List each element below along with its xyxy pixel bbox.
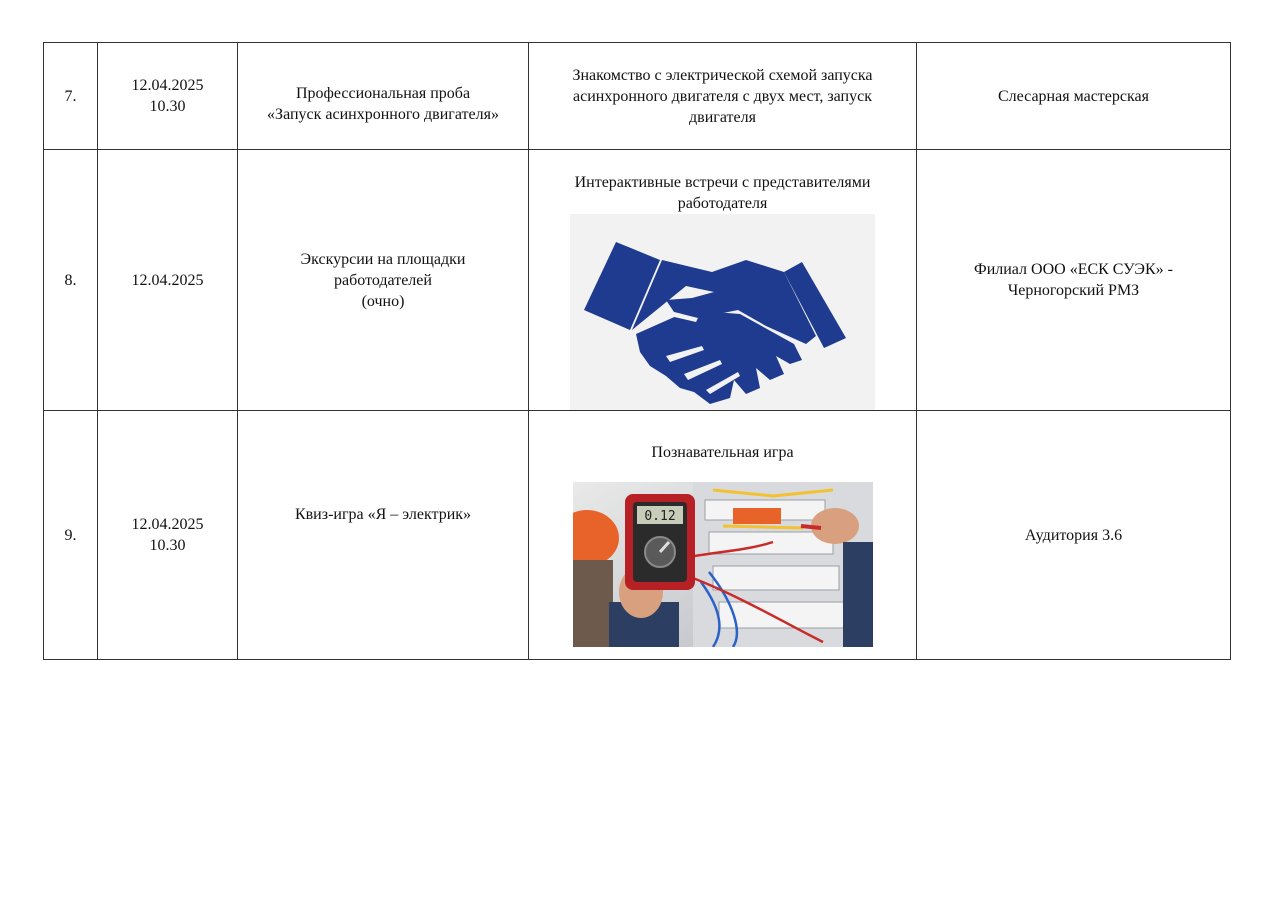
description-line: Знакомство с электрической схемой запуска (572, 66, 873, 84)
place-line: Черногорский РМЗ (1007, 282, 1140, 299)
event-time: 10.30 (149, 537, 186, 554)
electrician-photo (573, 482, 873, 647)
place-line: Филиал ООО «ЕСК СУЭК» - (974, 261, 1173, 278)
description-cell (529, 150, 917, 411)
event-title-line: Экскурсии на площадки (300, 250, 466, 268)
row-number-cell (44, 411, 98, 660)
description-line: Интерактивные встречи с представителями (574, 174, 871, 191)
row-number: 9. (64, 526, 77, 544)
event-date: 12.04.2025 (131, 271, 204, 289)
place-cell (917, 411, 1231, 660)
row-number-cell (44, 43, 98, 150)
place-cell (917, 150, 1231, 411)
event-cell (238, 411, 529, 660)
date-cell (98, 411, 238, 660)
event-title-line: (очно) (361, 292, 405, 310)
table-row (44, 43, 1231, 150)
description-cell (529, 411, 917, 660)
description-line: Познавательная игра (651, 444, 794, 461)
place-cell (917, 43, 1231, 150)
description-cell (529, 43, 917, 150)
description-line: асинхронного двигателя с двух мест, запуск (573, 87, 872, 105)
event-cell (238, 150, 529, 411)
place-line: Слесарная мастерская (998, 87, 1149, 105)
row-number: 7. (64, 87, 77, 105)
multimeter-reading: 0.12 (643, 509, 676, 524)
description-text (537, 423, 908, 463)
schedule-table (43, 42, 1231, 660)
date-cell (98, 150, 238, 411)
event-date: 12.04.2025 (131, 516, 204, 533)
event-title-line: «Запуск асинхронного двигателя» (267, 106, 499, 123)
table-row (44, 150, 1231, 411)
row-number-cell (44, 150, 98, 411)
description-text (537, 150, 908, 214)
event-title-line: Квиз-игра «Я – электрик» (294, 505, 472, 523)
description-line: работодателя (677, 195, 768, 212)
description-line: двигателя (689, 108, 756, 126)
event-title-line: Профессиональная проба (295, 85, 471, 102)
event-time: 10.30 (149, 98, 186, 115)
handshake-icon (570, 214, 875, 410)
event-cell (238, 43, 529, 150)
place-line: Аудитория 3.6 (1024, 526, 1123, 544)
event-date: 12.04.2025 (131, 77, 204, 94)
event-title-line: работодателей (334, 271, 432, 289)
date-cell (98, 43, 238, 150)
table-row (44, 411, 1231, 660)
row-number: 8. (64, 271, 77, 289)
